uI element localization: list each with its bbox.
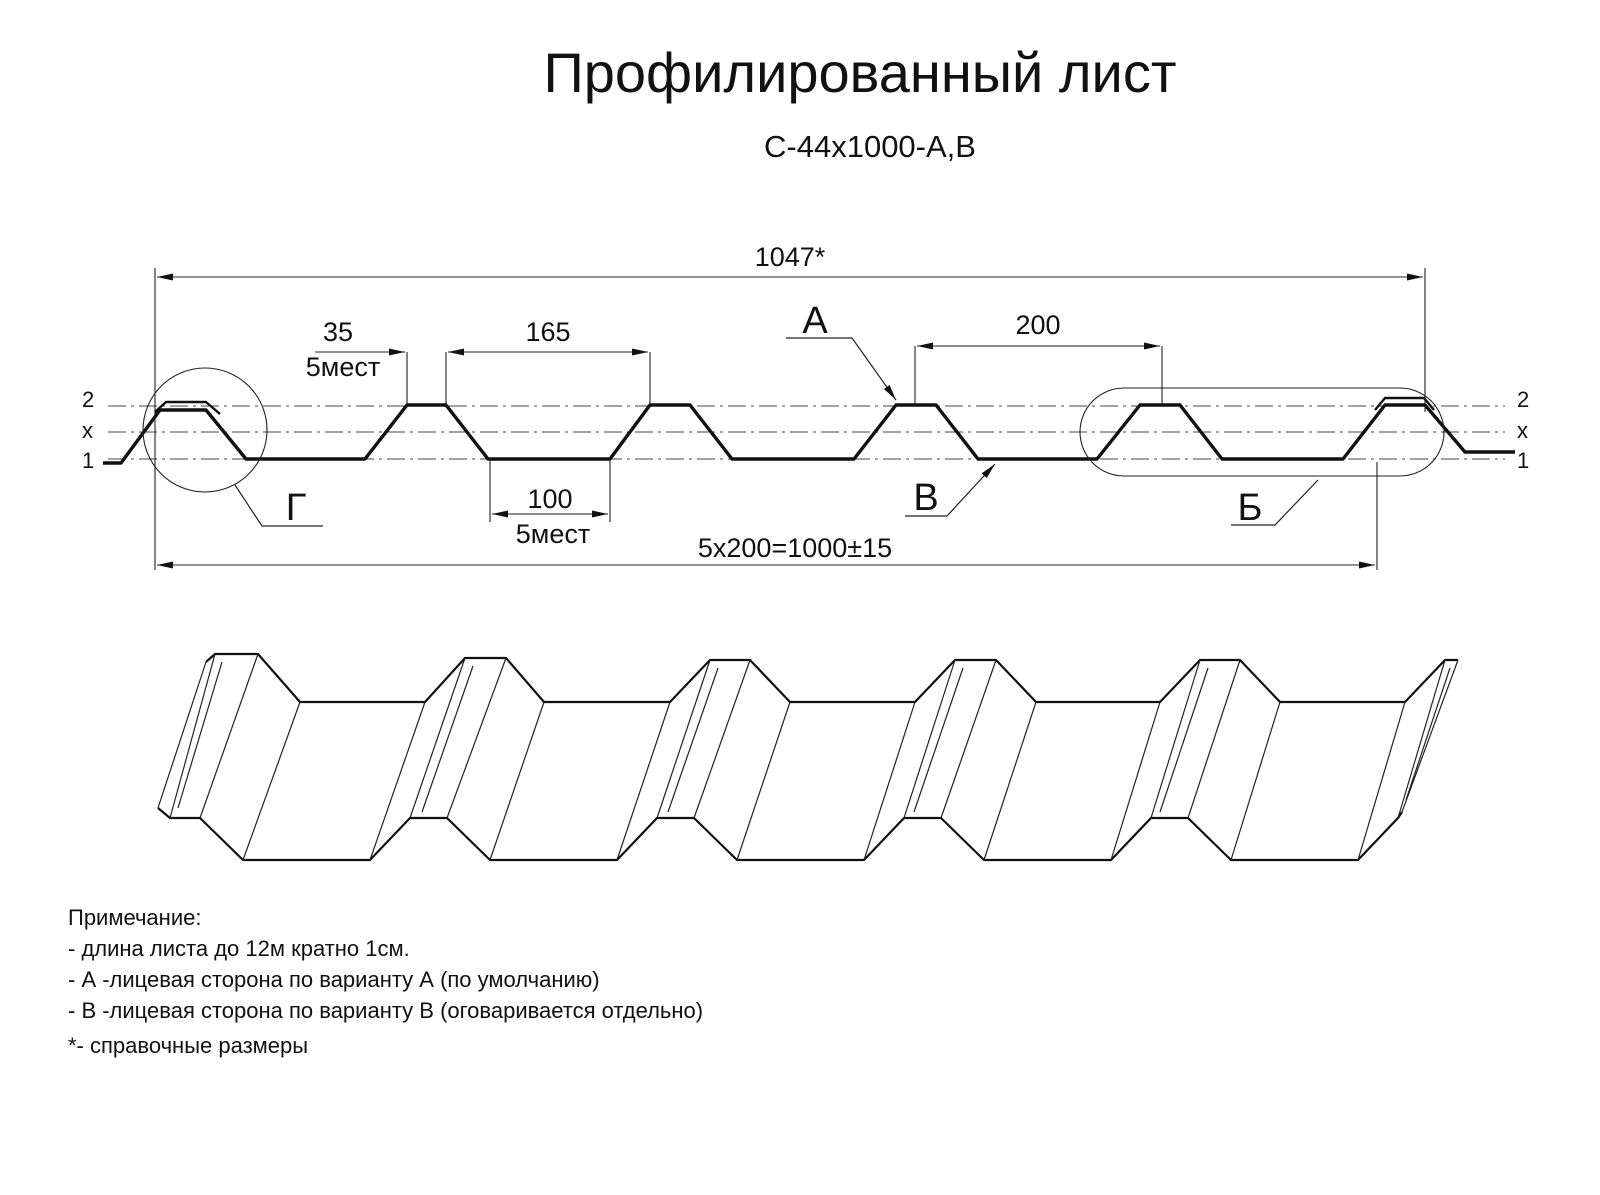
level-label-bottom-left: 1 <box>82 448 95 473</box>
level-label-bottom-right: 1 <box>1517 448 1530 473</box>
level-label-axis-left: х <box>82 418 93 443</box>
callout-b: Б <box>1237 487 1263 529</box>
crest-width-label: 35 <box>322 317 354 347</box>
iso-crest-ridges <box>178 662 1450 812</box>
notes-block <box>68 905 703 1058</box>
overall-width-label: 1047* <box>754 242 826 272</box>
callout-g: Г <box>285 487 307 529</box>
notes-heading: Примечание: <box>68 905 202 930</box>
callout-leader-g <box>235 485 323 526</box>
left-overlap-edge <box>155 402 220 414</box>
profile-section-line <box>103 405 1515 463</box>
iso-front-edge <box>158 808 1402 860</box>
isometric-view <box>158 654 1458 860</box>
callout-a: А <box>802 300 828 342</box>
level-label-top-left: 2 <box>82 387 95 412</box>
level-label-axis-right: х <box>1517 418 1528 443</box>
crest-count-label: 5мест <box>305 352 381 382</box>
callout-v: В <box>913 477 939 519</box>
drawing-title: Профилированный лист <box>543 41 1177 104</box>
iso-back-edge <box>206 654 1458 702</box>
note-item-side-v: - В -лицевая сторона по варианту В (оговаривается отдельно) <box>68 998 704 1023</box>
level-label-top-right: 2 <box>1517 387 1530 412</box>
profile-designation: С-44х1000-А,В <box>764 129 976 164</box>
pitch-label: 200 <box>1015 310 1061 340</box>
valley-bottom-label: 100 <box>527 484 573 514</box>
notes-footnote: *- справочные размеры <box>68 1033 309 1058</box>
valley-count-label: 5мест <box>515 519 591 549</box>
valley-top-label: 165 <box>525 317 571 347</box>
working-width-label: 5х200=1000±15 <box>697 533 893 563</box>
callout-leader-a <box>786 338 896 400</box>
note-item-side-a: - А -лицевая сторона по варианту А (по умолчанию) <box>68 967 600 992</box>
note-item-length: - длина листа до 12м кратно 1см. <box>68 936 410 961</box>
detail-circle-g <box>143 368 267 492</box>
